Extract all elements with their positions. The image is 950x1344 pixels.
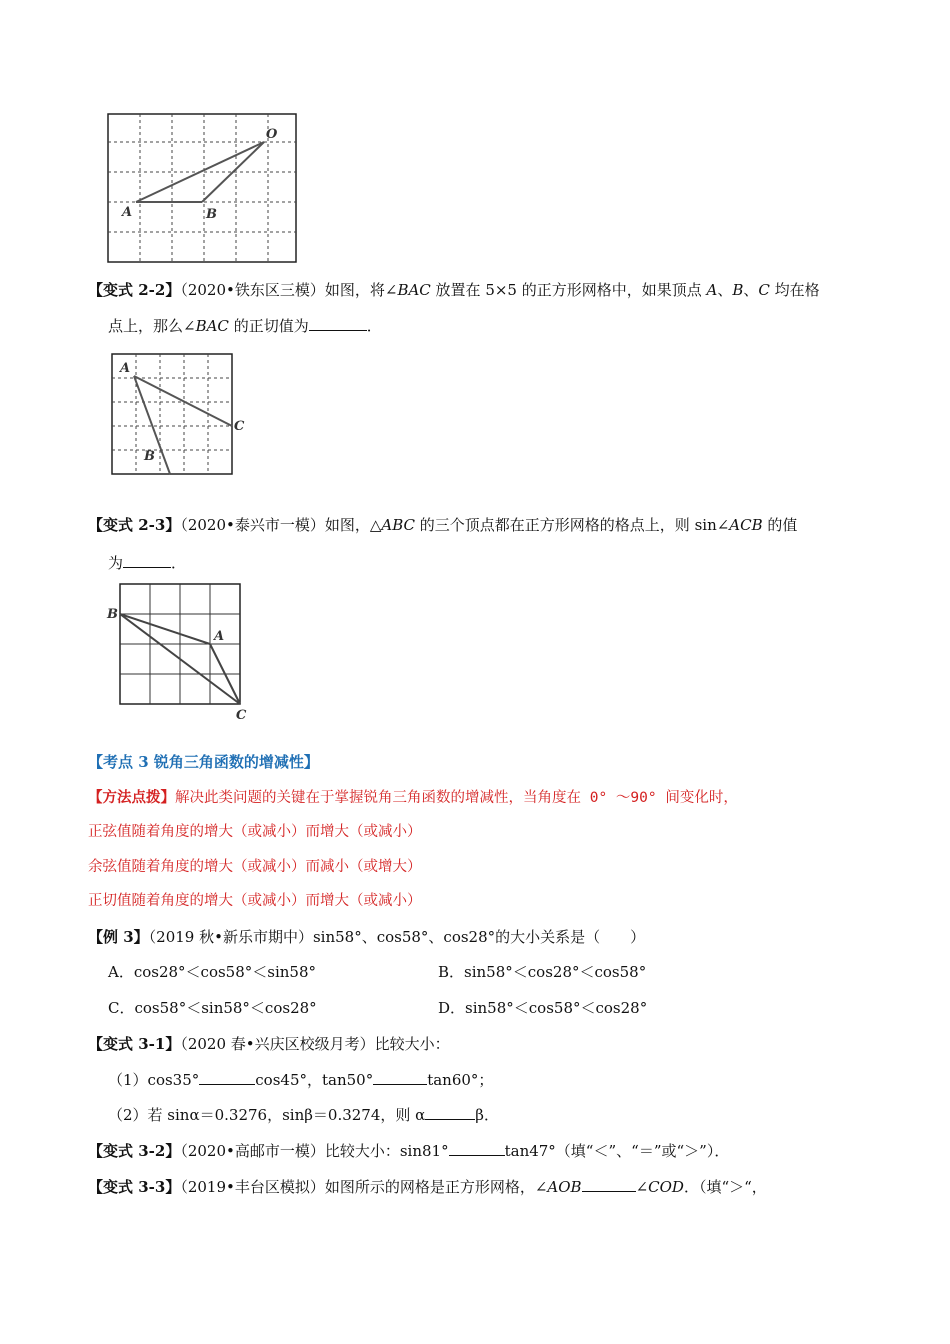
- answer-blank[interactable]: [199, 1070, 255, 1085]
- example-tag: 【例 3】: [88, 928, 149, 946]
- method-tip-line4: 正切值随着角度的增大（或减小）而增大（或减小）: [88, 893, 422, 909]
- answer-blank[interactable]: [582, 1177, 636, 1192]
- label-b: B: [206, 207, 217, 222]
- figure-grid-bac: [104, 350, 254, 478]
- answer-blank[interactable]: [309, 316, 367, 331]
- answer-blank[interactable]: [449, 1141, 505, 1156]
- label-a: A: [214, 629, 225, 644]
- answer-blank[interactable]: [373, 1070, 427, 1085]
- option-b[interactable]: B．sin58°＜cos28°＜cos58°: [438, 963, 647, 981]
- method-tip-line3: 余弦值随着角度的增大（或减小）而减小（或增大）: [88, 859, 422, 875]
- example-3-question: 【例 3】（2019 秋•新乐市期中）sin58°、cos58°、cos28°的大小关系是（ ）: [88, 928, 646, 946]
- answer-blank[interactable]: [425, 1105, 475, 1120]
- variant-tag: 【变式 2-2】: [88, 281, 181, 299]
- variant-2-3-line2: 为 ．: [108, 554, 187, 572]
- label-o: O: [266, 127, 278, 142]
- variant-2-2-line2: 点上，那么∠BAC 的正切值为 ．: [108, 317, 382, 335]
- variant-3-1-part2: （2）若 sinα＝0.3276，sinβ＝0.3274，则 α β．: [108, 1106, 499, 1124]
- triangle-aob: [136, 142, 264, 202]
- variant-3-2: 【变式 3-2】（2020•高邮市一模）比较大小：sin81° tan47°（填“＜”、“＝”或“＞”）．: [88, 1142, 730, 1160]
- label-a: A: [122, 205, 133, 220]
- label-b: B: [144, 449, 155, 464]
- variant-3-1-part1: （1）cos35° cos45°，tan50° tan60°；: [108, 1071, 494, 1089]
- variant-2-3-line1: 【变式 2-3】（2020•泰兴市一模）如图，△ABC 的三个顶点都在正方形网格的格点上，则 sin∠ACB 的值: [88, 516, 798, 534]
- variant-tag: 【变式 3-1】: [88, 1035, 181, 1053]
- grid-lines: [120, 584, 240, 704]
- method-tip-line2: 正弦值随着角度的增大（或减小）而增大（或减小）: [88, 824, 422, 840]
- variant-2-2-line1: 【变式 2-2】（2020•铁东区三模）如图，将∠BAC 放置在 5×5 的正方形网格中，如果顶点 A、B、C 均在格: [88, 281, 820, 299]
- variant-tag: 【变式 2-3】: [88, 516, 181, 534]
- option-a[interactable]: A．cos28°＜cos58°＜sin58°: [108, 963, 317, 981]
- label-c: C: [236, 708, 247, 722]
- figure-grid-abc: [104, 580, 254, 722]
- variant-3-1-line1: 【变式 3-1】（2020 春•兴庆区校级月考）比较大小：: [88, 1035, 450, 1053]
- figure-grid-aob: [100, 110, 310, 270]
- label-a: A: [120, 361, 131, 376]
- variant-tag: 【变式 3-3】: [88, 1178, 181, 1196]
- option-d[interactable]: D．sin58°＜cos58°＜cos28°: [438, 999, 648, 1017]
- variant-tag: 【变式 3-2】: [88, 1142, 181, 1160]
- method-tip-line1: 【方法点拨】解决此类问题的关键在于掌握锐角三角函数的增减性，当角度在 0° ～90° 间变化时，: [88, 790, 738, 806]
- option-c[interactable]: C．cos58°＜sin58°＜cos28°: [108, 999, 317, 1017]
- label-c: C: [234, 419, 245, 434]
- variant-3-3: 【变式 3-3】（2019•丰台区模拟）如图所示的网格是正方形网格，∠AOB ∠COD．（填“＞“，: [88, 1178, 767, 1196]
- method-tag: 【方法点拨】: [88, 790, 175, 806]
- section-heading-kaodian-3: 【考点 3 锐角三角函数的增减性】: [88, 753, 319, 771]
- answer-blank[interactable]: [123, 553, 171, 568]
- label-b: B: [107, 607, 118, 622]
